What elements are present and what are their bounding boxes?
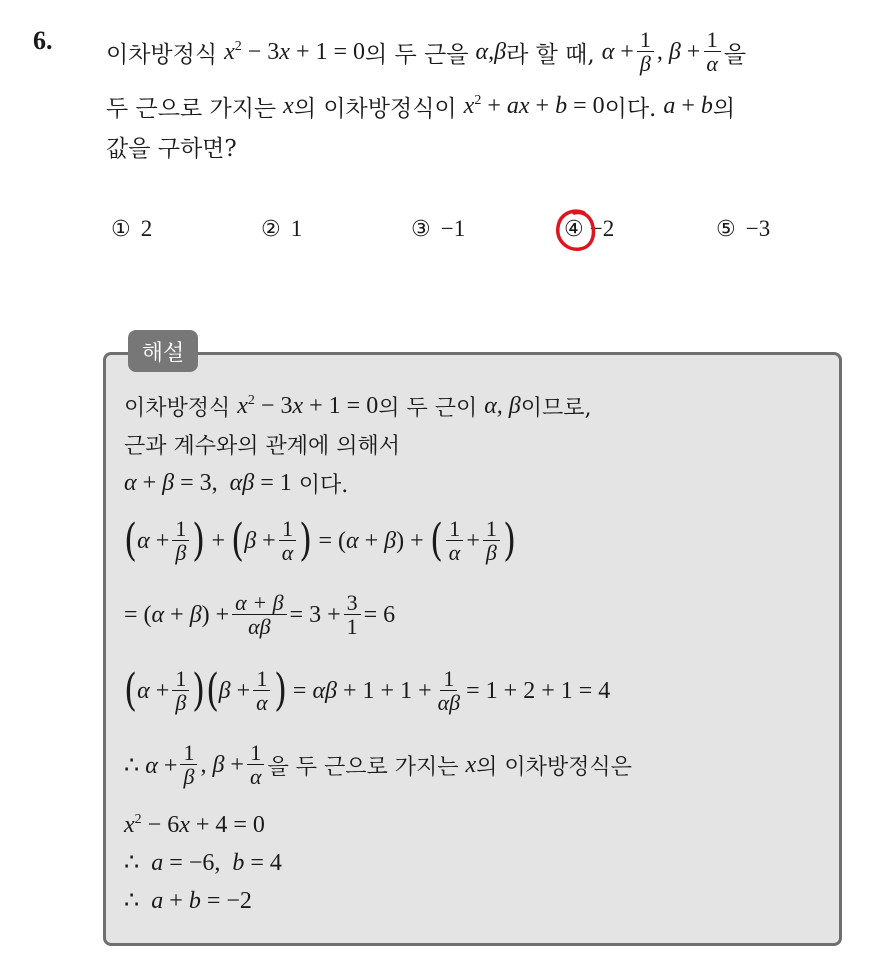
choice-2[interactable] <box>261 216 302 242</box>
choice-value: −3 <box>745 216 771 241</box>
solution-line-9: ∴ a = −6, b = 4 <box>124 849 282 876</box>
question-line-2: 두 근으로 가지는 x 의 이차방정식이 $x^2$ + ax + b = 0 이다. a + b 의 <box>106 88 735 124</box>
solution-tag: 해설 <box>128 330 198 372</box>
solution-line-7: ∴ α + $\frac{1}{\beta}$ , β + $\frac{1}{\alpha}$ 을 두 근으로 가지는 x 의 이차방정식은 <box>124 739 632 789</box>
solution-line-6: ( α + $\frac{1}{\beta}$ ) ( β + $\frac{1}{\alpha}$ ) = αβ + 1 + 1 + $\frac{1}{\alpha\beta}$ = 1 + 2 + 1 = 4 <box>124 665 611 716</box>
solution-line-4: ( α + $\frac{1}{\beta}$ ) + ( β + $\frac{1}{\alpha}$ ) = (α + β) + ( $\frac{1}{\alpha}$ + $\frac{1}{\beta}$ ) <box>124 515 516 566</box>
equation: $x^2 - 3x + 1 = 0$ <box>224 38 366 65</box>
choice-value: 1 <box>290 216 303 241</box>
question-text: 값을 구하면? <box>106 135 237 162</box>
choice-3[interactable] <box>411 216 465 242</box>
fraction: $\frac{1}{\beta}$ <box>637 28 654 76</box>
choice-value: 2 <box>140 216 153 241</box>
solution-text: 의 두 근이 <box>378 395 478 421</box>
question-text: 의 두 근을 <box>365 41 469 68</box>
expr: α <box>601 38 615 65</box>
solution-line-2 <box>124 426 400 462</box>
equation: $x^2$ + ax + b = 0 <box>463 92 605 119</box>
question-text: 두 근으로 가지는 <box>106 95 277 122</box>
fraction: $\frac{1}{\alpha}$ <box>703 28 721 76</box>
question-text: 의 <box>712 95 736 122</box>
solution-text: 이다. <box>298 472 349 498</box>
question-text: 라 할 때, <box>506 41 595 68</box>
choice-marker: ① <box>111 216 131 242</box>
solution-line-1: 이차방정식 $x^2 - 3x + 1 = 0$ 의 두 근이 α, β 이므로, <box>124 392 592 421</box>
solution-line-8: $x^2 - 6x + 4 = 0$ <box>124 811 265 838</box>
question-line-3 <box>106 128 237 164</box>
roots: α,β <box>475 38 507 65</box>
solution-text: 이차방정식 <box>124 395 231 421</box>
choice-value: −2 <box>589 216 615 241</box>
choice-marker: ③ <box>411 216 431 242</box>
question-text: 을 <box>723 41 747 68</box>
solution-text: 근과 계수와의 관계에 의해서 <box>124 433 401 459</box>
answer-choices <box>0 216 884 250</box>
choice-marker: ⑤ <box>716 216 736 242</box>
answer-mark-circle-icon <box>554 207 598 255</box>
choice-5[interactable] <box>716 216 770 242</box>
solution-line-3: α + β = 3, αβ = 1 이다. <box>124 469 349 498</box>
question-line-1: 이차방정식 $x^2 - 3x + 1 = 0$ 의 두 근을 α,β 라 할 때, α + $\frac{1}{\beta}$ , β + $\frac{1}{\alpha}$ 을 <box>106 26 747 76</box>
solution-line-10: ∴ a + b = −2 <box>124 887 252 914</box>
choice-1[interactable] <box>111 216 152 242</box>
solution-text: 을 두 근으로 가지는 <box>267 754 459 780</box>
solution-text: 이므로, <box>520 395 592 421</box>
question-text: 이다. <box>604 95 657 122</box>
solution-line-5: = (α + β) + $\frac{\alpha + \beta}{\alpha\beta}$ = 3 + $\frac{3}{1}$ = 6 <box>124 589 396 639</box>
question-text: 이차방정식 <box>106 41 218 68</box>
choice-marker: ② <box>261 216 281 242</box>
solution-text: 의 이차방정식은 <box>476 754 632 780</box>
question-number: 6. <box>33 26 53 55</box>
question-text: 의 이차방정식이 <box>293 95 457 122</box>
choice-marker: ④ <box>564 216 584 242</box>
choice-value: −1 <box>440 216 466 241</box>
